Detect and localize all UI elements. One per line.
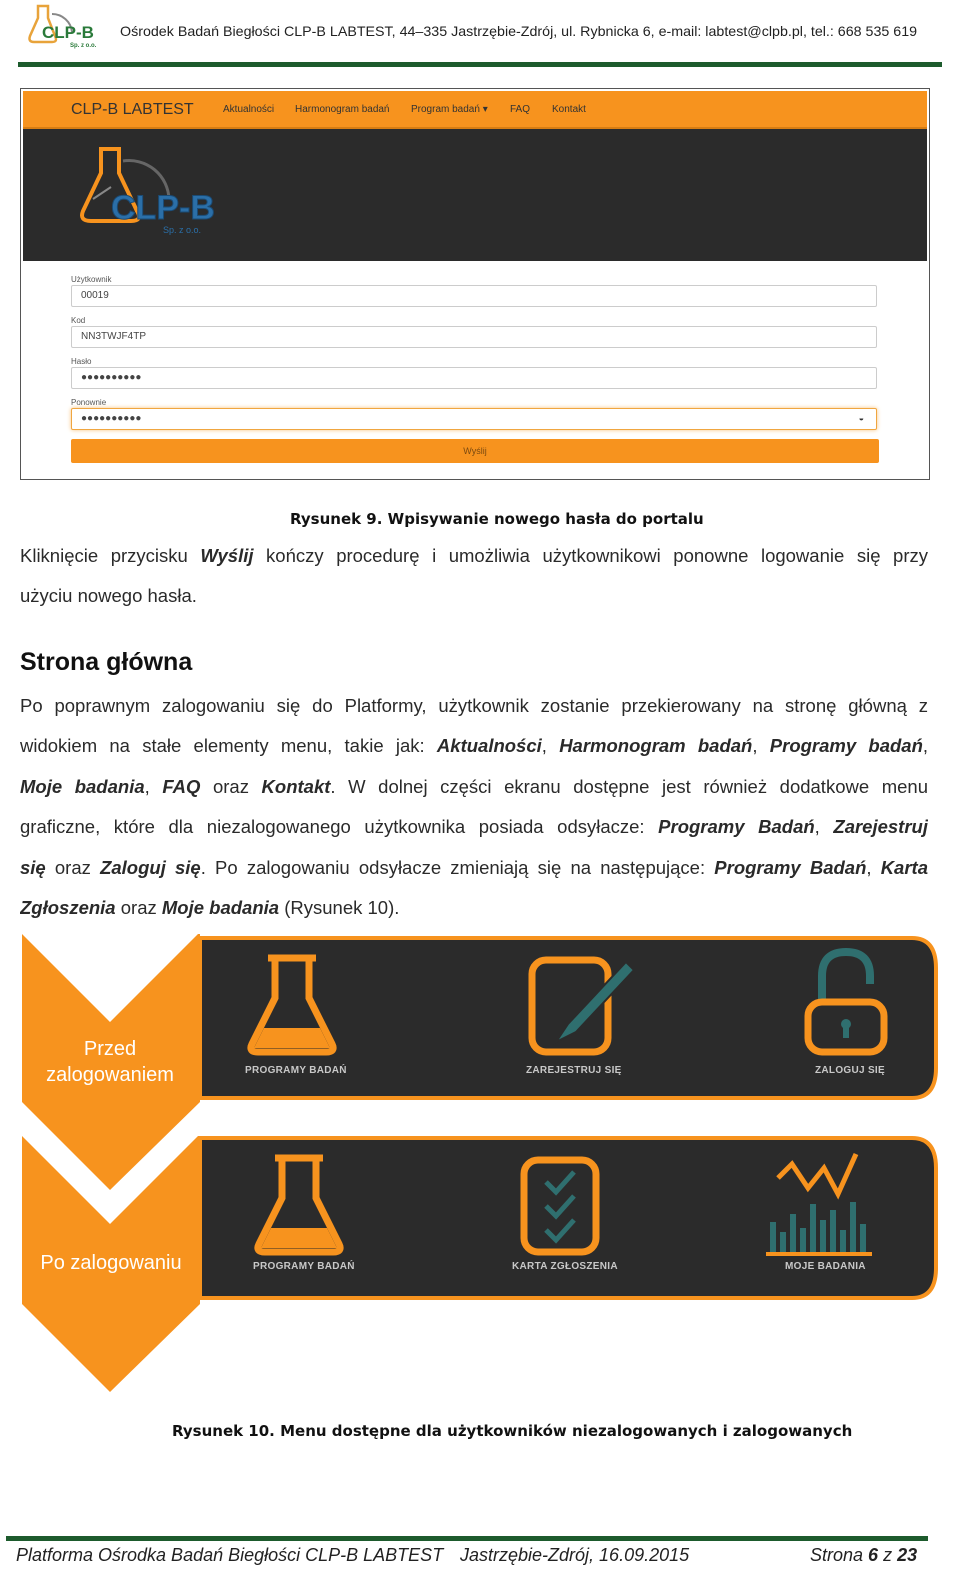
nav-program-badan[interactable] — [411, 104, 488, 115]
paragraph-line — [20, 848, 928, 888]
emphasis: Zaloguj się — [100, 856, 201, 878]
page-number — [810, 1545, 917, 1566]
logo-text: CLP-B — [42, 23, 94, 42]
eye-icon[interactable]: ◒ — [858, 413, 864, 423]
programy-badan-link[interactable]: PROGRAMY BADAŃ — [245, 1065, 347, 1076]
text: oraz — [115, 897, 162, 919]
logo-subtext: Sp. z o.o. — [70, 43, 97, 49]
text: , — [541, 735, 560, 757]
paragraph-send-info — [20, 536, 928, 617]
emphasis: Aktualności — [436, 735, 542, 757]
emphasis: Kontakt — [261, 775, 331, 797]
total-pages: 23 — [897, 1545, 918, 1565]
text: . W dolnej części ekranu dostępne jest również dodatkowe menu — [330, 775, 928, 797]
paragraph-line — [20, 807, 928, 847]
footer-platform: Platforma Ośrodka Badań Biegłości CLP-B LABTEST — [16, 1545, 444, 1565]
menu-illustration — [20, 932, 940, 1402]
emphasis: Programy Badań — [658, 816, 815, 838]
figure-9-caption: Rysunek 9. Wpisywanie nowego hasła do portalu — [290, 510, 704, 528]
organization-info: Ośrodek Badań Biegłości CLP-B LABTEST, 44–335 Jastrzębie-Zdrój, ul. Rybnicka 6, e-mail: labtest@clpb.pl, tel.: 668 535 619 — [120, 24, 918, 40]
password-label: Hasło — [71, 357, 92, 366]
emphasis-wyslij: Wyślij — [200, 545, 254, 566]
paragraph-line — [20, 726, 928, 766]
emphasis: FAQ — [162, 775, 201, 797]
emphasis: Zgłoszenia — [20, 897, 116, 919]
paragraph-line: użyciu nowego hasła. — [20, 585, 197, 607]
code-input[interactable]: NN3TWJF4TP — [71, 326, 877, 348]
hero-logo-subtext: Sp. z o.o. — [163, 225, 202, 235]
moje-badania-link[interactable]: MOJE BADANIA — [785, 1261, 866, 1272]
text: , — [866, 856, 881, 878]
emphasis: Karta — [880, 856, 928, 878]
text: , — [922, 735, 928, 757]
text: (Rysunek 10). — [279, 897, 400, 919]
text: Kliknięcie przycisku — [20, 545, 201, 566]
nav-program-badan-label: Program badań — [411, 104, 480, 115]
zarejestruj-sie-link[interactable]: ZAREJESTRUJ SIĘ — [526, 1065, 622, 1076]
portal-brand[interactable]: CLP-B LABTEST — [71, 101, 194, 118]
hero-logo — [73, 139, 223, 249]
nav-aktualnosci[interactable]: Aktualności — [223, 104, 275, 115]
footer-place-date: Jastrzębie-Zdrój, 16.09.2015 — [460, 1545, 690, 1565]
before-login-label — [30, 1036, 190, 1088]
repeat-password-value: ●●●●●●●●●● — [81, 413, 142, 424]
page-header — [0, 0, 960, 70]
emphasis: Moje badania — [161, 897, 280, 919]
text: , — [752, 735, 770, 757]
paragraph-line — [20, 536, 928, 576]
before-login-label-line2: zalogowaniem — [46, 1064, 174, 1086]
emphasis: Programy badań — [769, 735, 923, 757]
repeat-label: Ponownie — [71, 398, 107, 407]
caret-down-icon: ▾ — [482, 104, 488, 115]
page-prefix: Strona — [810, 1545, 869, 1565]
section-title: Strona główna — [20, 648, 193, 676]
paragraph-main-page — [20, 686, 928, 928]
portal-navbar — [23, 91, 927, 129]
emphasis: Harmonogram badań — [559, 735, 753, 757]
emphasis: Moje badania — [20, 775, 145, 797]
user-label: Użytkownik — [71, 275, 112, 284]
current-page: 6 — [868, 1545, 879, 1565]
user-input[interactable]: 00019 — [71, 285, 877, 307]
password-input[interactable]: ●●●●●●●●●● — [71, 367, 877, 389]
karta-zgloszenia-link[interactable]: KARTA ZGŁOSZENIA — [512, 1261, 618, 1272]
text: graficzne, które dla niezalogowanego użytkownika posiada odsyłacze: — [20, 816, 659, 838]
nav-faq[interactable]: FAQ — [510, 104, 531, 115]
paragraph-line — [20, 888, 928, 928]
page-separator: z — [878, 1545, 898, 1565]
send-button[interactable]: Wyślij — [71, 439, 879, 463]
repeat-password-input[interactable] — [71, 408, 877, 430]
emphasis: Zarejestruj — [833, 816, 928, 838]
paragraph-line: Po poprawnym zalogowaniu się do Platformy, użytkownik zostanie przekierowany na stronę główną z — [20, 695, 928, 716]
header-divider — [18, 62, 942, 67]
text: oraz — [45, 856, 101, 878]
after-login-label: Po zalogowaniu — [40, 1252, 182, 1274]
footer-divider — [6, 1536, 928, 1541]
text: oraz — [200, 775, 262, 797]
emphasis: się — [20, 856, 46, 878]
nav-harmonogram[interactable]: Harmonogram badań — [295, 104, 390, 115]
nav-kontakt[interactable]: Kontakt — [552, 104, 586, 115]
programy-badan-link[interactable]: PROGRAMY BADAŃ — [253, 1261, 355, 1272]
code-label: Kod — [71, 316, 86, 325]
portal-hero — [23, 129, 927, 261]
zaloguj-sie-link[interactable]: ZALOGUJ SIĘ — [815, 1065, 885, 1076]
text: , — [814, 816, 834, 838]
password-form-screenshot — [20, 88, 930, 480]
emphasis: Programy Badań — [714, 856, 867, 878]
hero-logo-text: CLP-B — [111, 189, 215, 227]
text: widokiem na stałe elementy menu, takie jak: — [20, 735, 437, 757]
text: kończy procedurę i umożliwia użytkownikowi ponowne logowanie się przy — [253, 545, 928, 566]
company-logo — [22, 2, 104, 50]
text: , — [144, 775, 163, 797]
before-login-label-line1: Przed — [83, 1038, 137, 1060]
figure-10-caption: Rysunek 10. Menu dostępne dla użytkowników niezalogowanych i zalogowanych — [172, 1422, 853, 1440]
text: . Po zalogowaniu odsyłacze zmieniają się na następujące: — [200, 856, 715, 878]
paragraph-line — [20, 767, 928, 807]
